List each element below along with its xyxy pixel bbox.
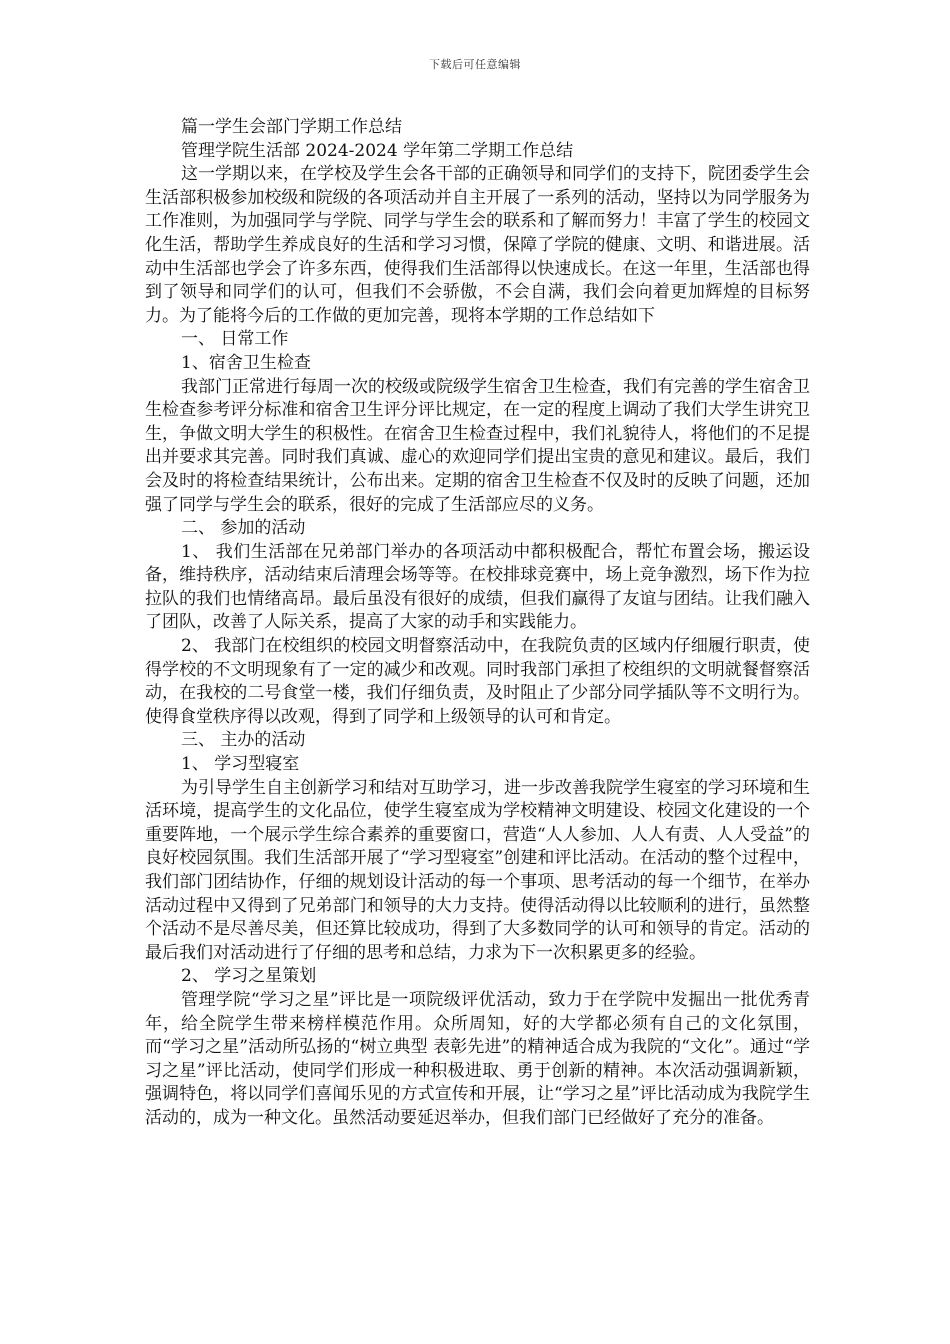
intro-paragraph: 这一学期以来，在学校及学生会各干部的正确领导和同学们的支持下，院团委学生会生活部积极参加校级和院级的各项活动并自主开展了一系列的活动，坚持以为同学服务为工作准则，为加强同学与学院、同学与学生会的联系和了解而努力！丰富了学生的校园文化生活，帮助学生养成良好的生活和学习习惯，保障了学院的健康、文明、和谐进展。活动中生活部也学会了许多东西，使得我们生活部得以快速成长。在这一年里，生活部也得到了领导和同学们的认可，但我们不会骄傲，不会自满，我们会向着更加辉煌的目标努力。为了能将今后的工作做的更加完善，现将本学期的工作总结如下 — [145, 164, 810, 326]
paragraph-activity-2: 2、 我部门在校组织的校园文明督察活动中，在我院负责的区域内仔细履行职责，使得学校的不文明现象有了一定的减少和改观。同时我部门承担了校组织的文明就餐督察活动，在我校的二号食堂一楼，我们仔细负责，及时阻止了少部分同学插队等不文明行为。使得食堂秩序得以改观，得到了同学和上级领导的认可和肯定。 — [145, 636, 810, 727]
paragraph-activity-1: 1、 我们生活部在兄弟部门举办的各项活动中都积极配合，帮忙布置会场，搬运设备，维持秩序，活动结束后清理会场等等。在校排球竞赛中，场上竞争激烈，场下作为拉拉队的我们也情绪高昂。最后虽没有很好的成绩，但我们赢得了友谊与团结。让我们融入了团队，改善了人际关系，提高了大家的动手和实践能力。 — [145, 541, 810, 633]
subheading-study-dorm: 1、 学习型寝室 — [181, 754, 300, 775]
document-title: 篇一学生会部门学期工作总结 — [181, 117, 402, 137]
paragraph-study-dorm: 为引导学生自主创新学习和结对互助学习，进一步改善我院学生寝室的学习环境和生活环境，提高学生的文化品位，使学生寝室成为学校精神文明建设、校园文化建设的一个重要阵地，一个展示学生综合素养的重要窗口，营造“人人参加、人人有责、人人受益”的良好校园氛围。我们生活部开展了“学习型寝室”创建和评比活动。在活动的整个过程中，我们部门团结协作，仔细的规划设计活动的每一个事项、思考活动的每一个细节，在举办活动过程中又得到了兄弟部门和领导的大力支持。使得活动得以比较顺利的进行，虽然整个活动不是尽善尽美，但还算比较成功，得到了大多数同学的认可和领导的肯定。活动的最后我们对活动进行了仔细的思考和总结，力求为下一次积累更多的经验。 — [145, 777, 810, 963]
paragraph-dorm-inspection: 我部门正常进行每周一次的校级或院级学生宿舍卫生检查，我们有完善的学生宿舍卫生检查参考评分标准和宿舍卫生评分评比规定，在一定的程度上调动了我们大学生讲究卫生，争做文明大学生的积极性。在宿舍卫生检查过程中，我们礼貌待人，将他们的不足提出并要求其完善。同时我们真诚、虚心的欢迎同学们提出宝贵的意见和建议。最后，我们会及时的将检查结果统计，公布出来。定期的宿舍卫生检查不仅及时的反映了问题，还加强了同学与学生会的联系，很好的完成了生活部应尽的义务。 — [145, 376, 810, 515]
section-heading-participated-activities: 二、 参加的活动 — [181, 518, 306, 539]
document-subtitle: 管理学院生活部 2024-2024 学年第二学期工作总结 — [181, 140, 574, 161]
subheading-dorm-inspection: 1、宿舍卫生检查 — [181, 352, 311, 373]
subheading-study-star: 2、 学习之星策划 — [181, 966, 317, 987]
section-heading-hosted-activities: 三、 主办的活动 — [181, 730, 306, 751]
page-header: 下载后可任意编辑 — [429, 58, 521, 71]
document-body — [145, 116, 810, 1131]
section-heading-daily-work: 一、 日常工作 — [181, 329, 289, 350]
paragraph-study-star: 管理学院“学习之星”评比是一项院级评优活动，致力于在学院中发掘出一批优秀青年，给全院学生带来榜样模范作用。众所周知，好的大学都必须有自己的文化氛围，而“学习之星”活动所弘扬的“树立典型 表彰先进”的精神适合成为我院的“文化”。通过“学习之星”评比活动，使同学们形成一种积极进取、勇于创新的精神。本次活动强调新颖，强调特色，将以同学们喜闻乐见的方式宣传和开展，让“学习之星”评比活动成为我院学生活动的，成为一种文化。虽然活动要延迟举办，但我们部门已经做好了充分的准备。 — [145, 989, 810, 1128]
